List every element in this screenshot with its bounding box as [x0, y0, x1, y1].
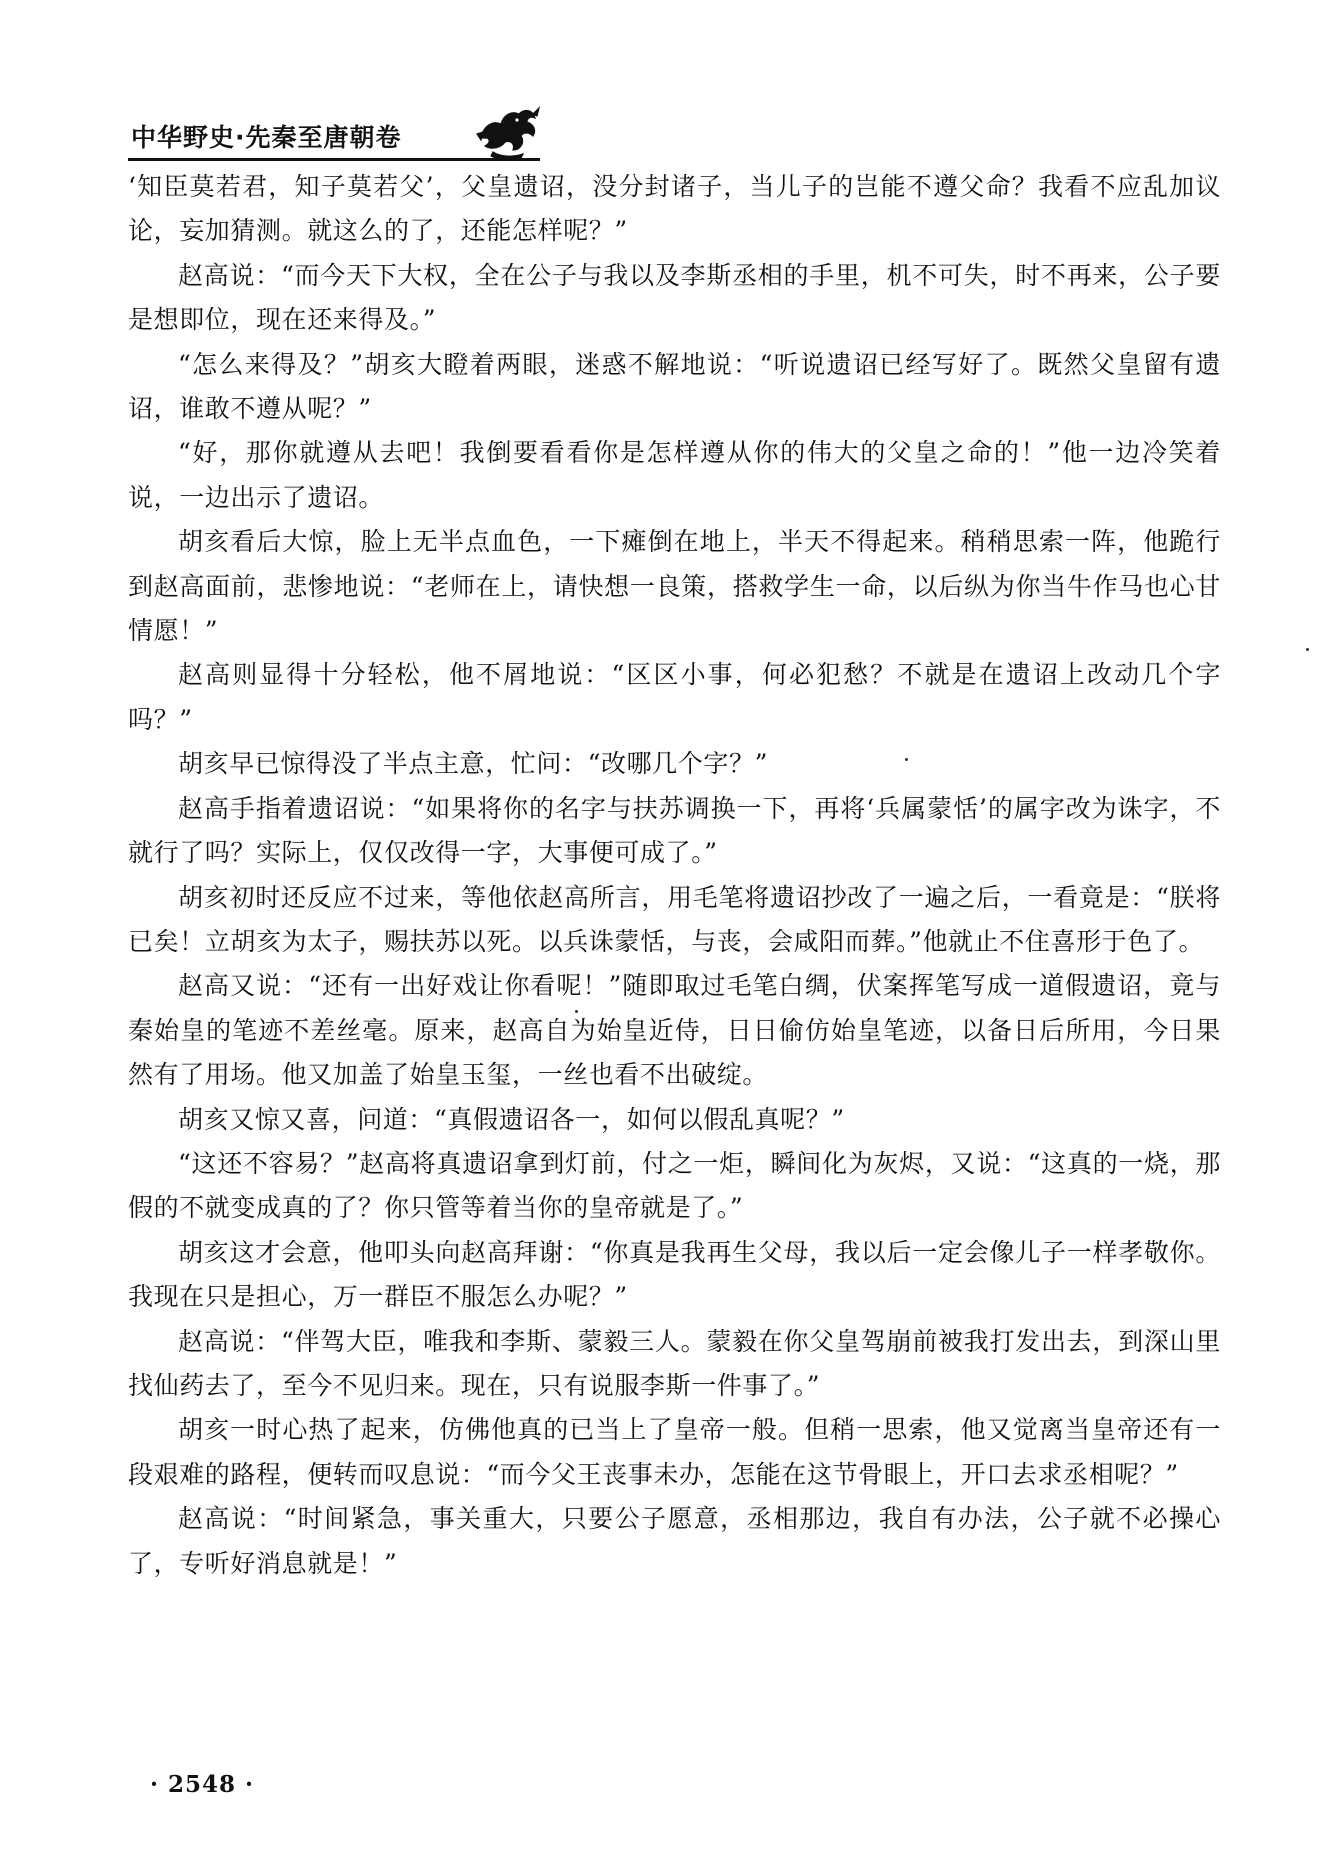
paragraph: “怎么来得及？”胡亥大瞪着两眼，迷惑不解地说：“听说遗诏已经写好了。既然父皇留有遗诏，谁敢不遵从呢？”	[128, 349, 1221, 424]
paragraph: 赵高说：“时间紧急，事关重大，只要公子愿意，丞相那边，我自有办法，公子就不必操心了，专听好消息就是！”	[128, 1504, 1221, 1578]
paragraph: 赵高手指着遗诏说：“如果将你的名字与扶苏调换一下，再将‘兵属蒙恬’的属字改为诛字，不就行了吗？实际上，仅仅改得一字，大事便可成了。”	[128, 793, 1221, 868]
dragon-emblem-icon	[473, 98, 543, 162]
header-divider	[128, 158, 540, 161]
paragraph: ‘知臣莫若君，知子莫若父’，父皇遗诏，没分封诸子，当儿子的岂能不遵父命？我看不应乱加议论，妄加猜测。就这么的了，还能怎样呢？”	[128, 172, 1221, 246]
paragraph: 赵高又说：“还有一出好戏让你看呢！”随即取过毛笔白绸，伏案挥笔写成一道假遗诏，竟与秦始皇的笔迹不差丝毫。原来，赵高自为始皇近侍，日日偷仿始皇笔迹，以备日后所用，今日果然有了用场。他又加盖了始皇玉玺，一丝也看不出破绽。	[128, 971, 1221, 1090]
paragraph: 胡亥又惊又喜，问道：“真假遗诏各一，如何以假乱真呢？”	[178, 1104, 845, 1134]
paragraph: “好，那你就遵从去吧！我倒要看看你是怎样遵从你的伟大的父皇之命的！”他一边冷笑着说，一边出示了遗诏。	[128, 438, 1221, 512]
paragraph: 胡亥这才会意，他叩头向赵高拜谢：“你真是我再生父母，我以后一定会像儿子一样孝敬你。我现在只是担心，万一群臣不服怎么办呢？”	[128, 1237, 1221, 1312]
main-text	[128, 165, 1221, 1586]
paragraph: 胡亥早已惊得没了半点主意，忙问：“改哪几个字？”	[178, 749, 768, 779]
paragraph: 赵高说：“伴驾大臣，唯我和李斯、蒙毅三人。蒙毅在你父皇驾崩前被我打发出去，到深山里找仙药去了，至今不见归来。现在，只有说服李斯一件事了。”	[128, 1326, 1221, 1400]
paragraph: 胡亥一时心热了起来，仿佛他真的已当上了皇帝一般。但稍一思索，他又觉离当皇帝还有一段艰难的路程，便转而叹息说：“而今父王丧事未办，怎能在这节骨眼上，开口去求丞相呢？”	[128, 1415, 1221, 1489]
scan-speck	[1306, 648, 1309, 651]
book-title: 中华野史·先秦至唐朝卷	[131, 123, 402, 152]
paragraph: 胡亥看后大惊，脸上无半点血色，一下瘫倒在地上，半天不得起来。稍稍思索一阵，他跪行到赵高面前，悲惨地说：“老师在上，请快想一良策，搭救学生一命，以后纵为你当牛作马也心甘情愿！”	[128, 527, 1221, 646]
paragraph: “这还不容易？”赵高将真遗诏拿到灯前，付之一炬，瞬间化为灰烬，又说：“这真的一烧，那假的不就变成真的了？你只管等着当你的皇帝就是了。”	[128, 1148, 1221, 1223]
running-header	[123, 104, 543, 160]
scan-speck	[575, 1010, 578, 1013]
page-number: · 2548 ·	[150, 1771, 255, 1798]
scan-speck	[905, 758, 908, 761]
paragraph: 赵高则显得十分轻松，他不屑地说：“区区小事，何必犯愁？不就是在遗诏上改动几个字吗？”	[128, 660, 1221, 734]
paragraph: 胡亥初时还反应不过来，等他依赵高所言，用毛笔将遗诏抄改了一遍之后，一看竟是：“朕将已矣！立胡亥为太子，赐扶苏以死。以兵诛蒙恬，与丧，会咸阳而葬。”他就止不住喜形于色了。	[128, 882, 1221, 956]
paragraph: 赵高说：“而今天下大权，全在公子与我以及李斯丞相的手里，机不可失，时不再来，公子要是想即位，现在还来得及。”	[128, 260, 1221, 335]
